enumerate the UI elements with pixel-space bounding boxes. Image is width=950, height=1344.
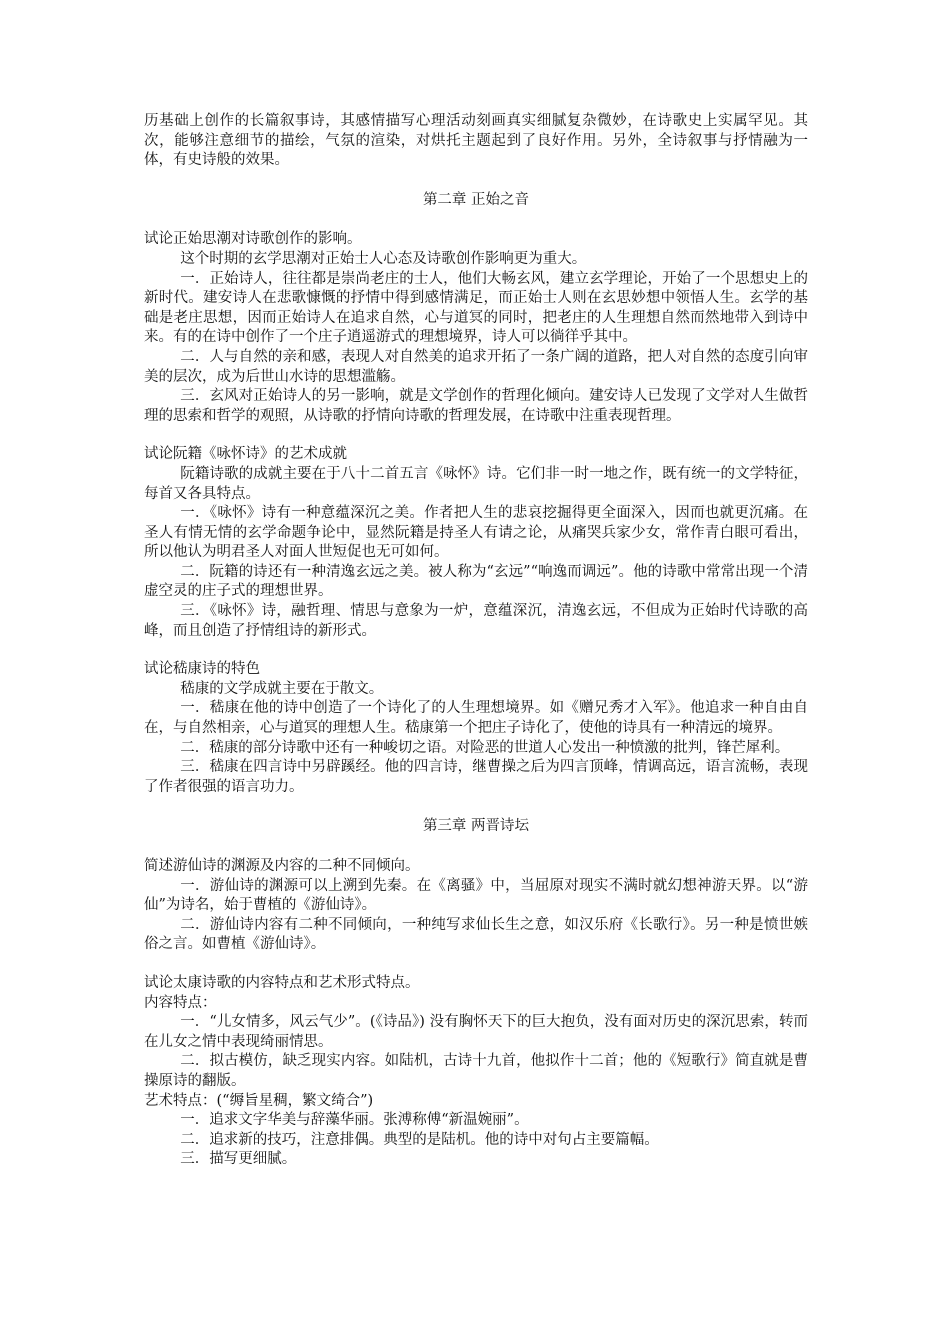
chapter-2-heading: 第二章 正始之音: [422, 191, 530, 208]
paragraph: 一．正始诗人，往往都是崇尚老庄的士人，他们大畅玄风，建立玄学理论，开始了一个思想史上的新时代。建安诗人在悲歌慷慨的抒情中得到感情满足，而正始士人则在玄思妙想中领悟人生。玄学的基础是老庄思想，因而正始诗人在追求自然，心与道冥的同时，把老庄的人生理想自然而然地带入到诗中来。有的在诗中创作了一个庄子逍遥游式的理想境界，诗人可以徜徉乎其中。: [144, 270, 808, 346]
paragraph: 一．嵇康在他的诗中创造了一个诗化了的人生理想境界。如《赠兄秀才入军》。他追求一种自由自在，与自然相亲，心与道冥的理想人生。嵇康第一个把庄子诗化了，使他的诗具有一种清远的境界。: [144, 700, 808, 737]
intro-paragraph: 历基础上创作的长篇叙事诗，其感情描写心理活动刻画真实细腻复杂微妙，在诗歌史上实属罕见。其次，能够注意细节的描绘，气氛的渲染，对烘托主题起到了良好作用。另外，全诗叙事与抒情融为一体，有史诗般的效果。: [144, 113, 808, 169]
section-label: 内容特点：: [144, 994, 217, 1011]
paragraph: 二．游仙诗内容有二种不同倾向，一种纯写求仙长生之意，如汉乐府《长歌行》。另一种是愤世嫉俗之言。如曹植《游仙诗》。: [144, 916, 808, 953]
paragraph: 三．《咏怀》诗，融哲理、情思与意象为一炉，意蕴深沉，清逸玄远，不但成为正始时代诗歌的高峰，而且创造了抒情组诗的新形式。: [144, 603, 808, 639]
paragraph: 二．追求新的技巧，注意排偶。典型的是陆机。他的诗中对句占主要篇幅。: [180, 1131, 659, 1148]
paragraph: 一．追求文字华美与辞藻华丽。张溥称傅“新温婉丽”。: [180, 1112, 529, 1129]
paragraph: 二．嵇康的部分诗歌中还有一种峻切之语。对险恶的世道人心发出一种愤激的批判，锋芒犀利。: [180, 739, 790, 756]
paragraph: 二．人与自然的亲和感，表现人对自然美的追求开拓了一条广阔的道路，把人对自然的态度引向审美的层次，成为后世山水诗的思想滥觞。: [144, 348, 808, 385]
paragraph: 三．玄风对正始诗人的另一影响，就是文学创作的哲理化倾向。建安诗人已发现了文学对人生做哲理的思索和哲学的观照，从诗歌的抒情向诗歌的哲理发展，在诗歌中注重表现哲理。: [144, 388, 808, 424]
document-page: [144, 112, 808, 1170]
paragraph: 一．游仙诗的渊源可以上溯到先秦。在《离骚》中，当屈原对现实不满时就幻想神游天界。以“游仙”为诗名，始于曹植的《游仙诗》。: [144, 877, 808, 914]
paragraph: 这个时期的玄学思潮对正始士人心态及诗歌创作影响更为重大。: [180, 250, 587, 267]
paragraph: 三．嵇康在四言诗中另辟蹊经。他的四言诗，继曹操之后为四言顶峰，情调高远，语言流畅，表现了作者很强的语言功力。: [144, 759, 808, 795]
paragraph: 三．描写更细腻。: [180, 1151, 297, 1168]
question-title: 试论正始思潮对诗歌创作的影响。: [144, 231, 362, 248]
paragraph: 一．《咏怀》诗有一种意蕴深沉之美。作者把人生的悲哀挖掘得更全面深入，因而也就更沉痛。在圣人有情无情的玄学命题争论中，显然阮籍是持圣人有请之论，从痛哭兵家少女，常作青白眼可看出，所以他认为明君圣人对面人世短促也无可如何。: [144, 505, 808, 561]
question-title: 试论嵇康诗的特色: [144, 661, 260, 678]
paragraph: 二．拟古模仿，缺乏现实内容。如陆机，古诗十九首，他拟作十二首；他的《短歌行》简直就是曹操原诗的翻版。: [144, 1053, 808, 1089]
paragraph: 阮籍诗歌的成就主要在于八十二首五言《咏怀》诗。它们非一时一地之作，既有统一的文学特征，每首又各具特点。: [144, 465, 808, 502]
paragraph: 嵇康的文学成就主要在于散文。: [180, 680, 384, 697]
paragraph: 一．“儿女情多，风云气少”。(《诗品》) 没有胸怀天下的巨大抱负，没有面对历史的深沉思索，转而在儿女之情中表现绮丽情思。: [144, 1014, 808, 1050]
question-title: 试论太康诗歌的内容特点和艺术形式特点。: [144, 974, 420, 991]
chapter-3-heading: 第三章 两晋诗坛: [422, 818, 530, 835]
question-title: 试论阮籍《咏怀诗》的艺术成就: [144, 446, 347, 463]
paragraph: 二．阮籍的诗还有一种清逸玄远之美。被人称为“玄远”“响逸而调远”。他的诗歌中常常出现一个清虚空灵的庄子式的理想世界。: [144, 563, 808, 600]
section-label: 艺术特点：(“缛旨星稠，繁文绮合”): [144, 1092, 374, 1109]
question-title: 简述游仙诗的渊源及内容的二种不同倾向。: [144, 858, 420, 874]
